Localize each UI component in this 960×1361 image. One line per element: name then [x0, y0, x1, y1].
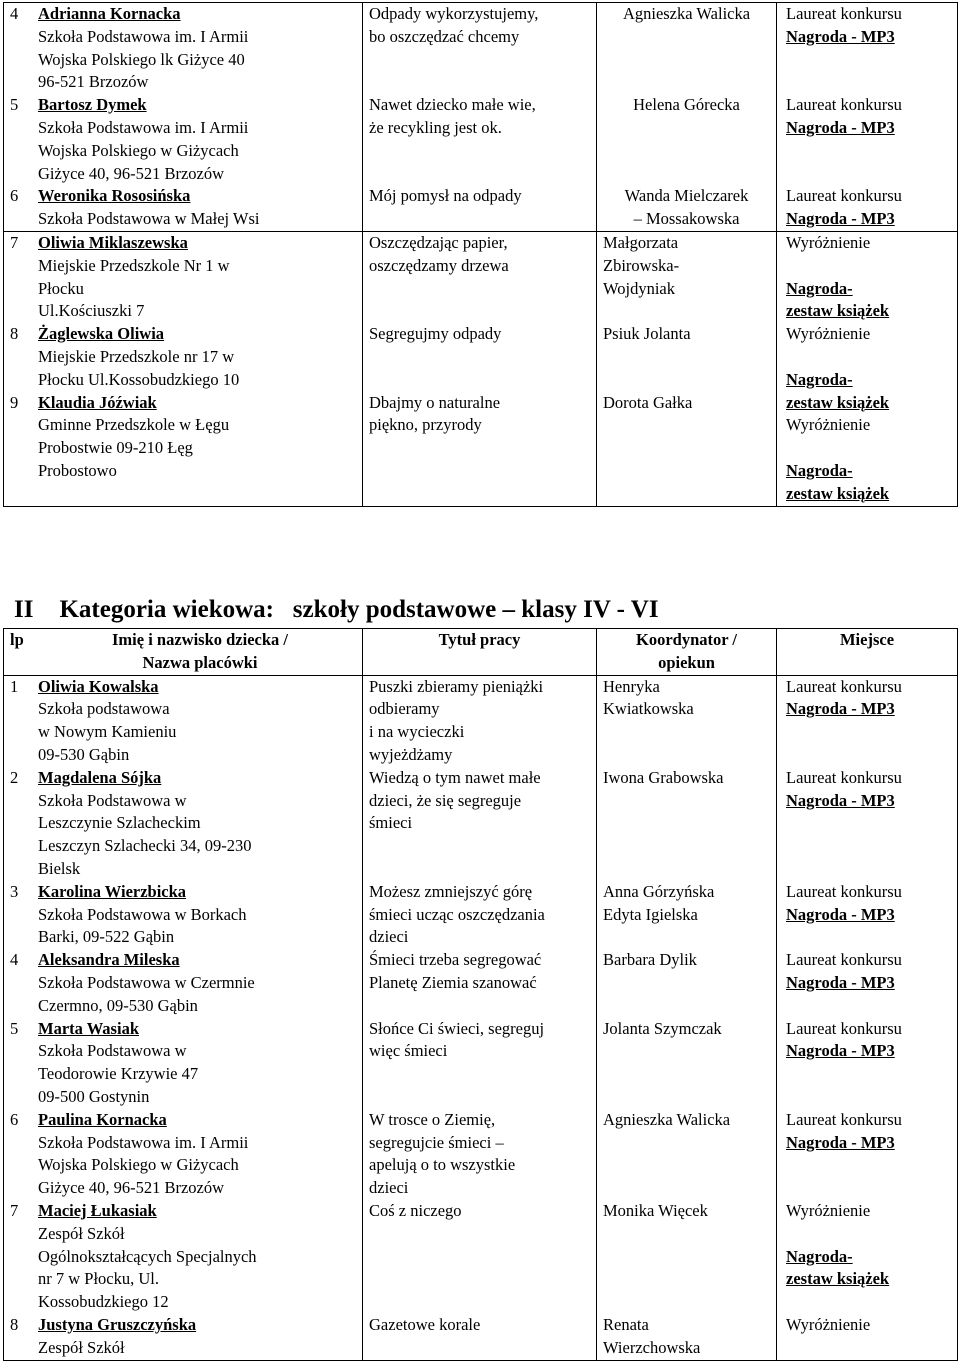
participant-entry — [4, 232, 362, 323]
results-table-top — [3, 2, 958, 507]
title-line: Dbajmy o naturalne — [369, 392, 501, 412]
title-line: Wiedzą o tym nawet małe — [369, 767, 541, 787]
title-block — [369, 94, 596, 185]
title-line: W trosce o Ziemię, — [369, 1109, 496, 1129]
school-line: Leszczyn Szlachecki 34, 09-230 — [38, 836, 252, 856]
coordinator-line: Wojdyniak — [603, 278, 675, 298]
coordinator-block — [597, 3, 776, 94]
participant-name-link[interactable]: Justyna Gruszczyńska — [38, 1314, 197, 1334]
coordinator-block — [597, 392, 776, 483]
participant-name-link[interactable]: Żaglewska Oliwia — [38, 324, 165, 344]
school-line: Płocku — [38, 278, 84, 298]
title-line: i na wycieczki — [369, 722, 465, 742]
entry-lines — [38, 392, 362, 483]
coordinator-line: Edyta Igielska — [603, 904, 698, 924]
prize-link[interactable]: zestaw książek — [786, 301, 890, 321]
place-block — [777, 185, 957, 231]
participant-name-link[interactable]: Bartosz Dymek — [38, 95, 147, 115]
spacer — [777, 437, 957, 460]
title-line: Możesz zmniejszyć górę — [369, 881, 533, 901]
title-line: Oszczędzając papier, — [369, 232, 508, 252]
school-line: Gminne Przedszkole w Łęgu — [38, 415, 230, 435]
coordinator-line: – Mossakowska — [633, 209, 740, 229]
title-line: Planetę Ziemia szanować — [369, 972, 537, 992]
participant-name-link[interactable]: Weronika Rososińska — [38, 186, 191, 206]
participant-name-link[interactable]: Karolina Wierzbicka — [38, 881, 187, 901]
school-line: Probostwie 09-210 Łęg — [38, 438, 193, 458]
participant-name-link[interactable]: Maciej Łukasiak — [38, 1200, 157, 1220]
title-line: Coś z niczego — [369, 1200, 462, 1220]
title-line: dzieci — [369, 927, 409, 947]
title-line: wyjeżdżamy — [369, 744, 453, 764]
coordinator-block — [603, 949, 776, 1017]
header-coordinator: Koordynator / — [636, 630, 737, 649]
prize-link[interactable]: Nagroda - MP3 — [786, 209, 895, 229]
entry-lines — [38, 3, 362, 94]
category-heading — [14, 596, 659, 624]
entry-number: 6 — [10, 186, 19, 206]
prize-link[interactable]: zestaw książek — [786, 483, 890, 503]
coordinator-line: Iwona Grabowska — [603, 767, 724, 787]
coordinator-cell — [597, 675, 777, 1360]
coordinator-line: Wanda Mielczarek — [624, 186, 749, 206]
coordinator-cell — [597, 231, 777, 506]
school-line: Szkoła Podstawowa w Czermnie — [38, 972, 255, 992]
school-line: Wojska Polskiego w Giżycach — [38, 140, 239, 160]
results-table-bottom — [3, 628, 958, 1361]
coordinator-block — [597, 185, 776, 231]
title-block — [369, 881, 596, 949]
entry-lines — [38, 1109, 362, 1200]
coordinator-line: Jolanta Szymczak — [603, 1018, 722, 1038]
title-block — [369, 3, 596, 94]
school-line: Szkoła Podstawowa im. I Armii — [38, 1132, 249, 1152]
school-line: Ogólnokształcących Specjalnych — [38, 1246, 257, 1266]
place-label: Laureat konkursu — [786, 950, 902, 970]
place-cell — [777, 231, 958, 506]
school-line: 09-530 Gąbin — [38, 744, 130, 764]
coordinator-line: Psiuk Jolanta — [603, 324, 691, 344]
prize-link[interactable]: Nagroda - MP3 — [786, 117, 895, 137]
table-row — [4, 675, 958, 1360]
place-block — [777, 323, 957, 414]
school-line: Szkoła podstawowa — [38, 699, 170, 719]
header-name-cell — [4, 629, 363, 676]
coordinator-block — [597, 94, 776, 185]
entry-lines — [38, 232, 362, 323]
title-block — [369, 1200, 596, 1314]
place-block — [777, 1200, 957, 1314]
place-block — [777, 767, 957, 881]
place-block — [777, 3, 957, 94]
header-name-2: Nazwa placówki — [142, 652, 258, 672]
school-line: Szkoła Podstawowa im. I Armii — [38, 26, 249, 46]
place-block — [777, 1109, 957, 1200]
place-cell — [777, 3, 958, 232]
participant-cell — [4, 3, 363, 232]
title-line: Mój pomysł na odpady — [369, 186, 522, 206]
prize-link[interactable]: Nagroda - MP3 — [786, 972, 895, 992]
entry-number: 4 — [10, 950, 19, 970]
participant-name-link[interactable]: Magdalena Sójka — [38, 767, 162, 787]
title-line: apelują o to wszystkie — [369, 1155, 516, 1175]
entry-lines — [38, 676, 362, 767]
coordinator-block — [603, 1109, 776, 1200]
school-line: 96-521 Brzozów — [38, 72, 149, 92]
school-line: Bielsk — [38, 858, 81, 878]
coordinator-cell — [597, 3, 777, 232]
title-line: dzieci, że się segreguje — [369, 790, 522, 810]
prize-link[interactable]: zestaw książek — [786, 392, 890, 412]
entry-number: 8 — [10, 1314, 19, 1334]
entry-number: 9 — [10, 392, 19, 412]
entry-lines — [38, 185, 362, 231]
header-title: Tytuł pracy — [363, 629, 597, 676]
prize-link[interactable]: Nagroda- — [786, 369, 853, 389]
spacer — [777, 346, 957, 369]
title-block — [369, 185, 596, 231]
title-line: Słońce Ci świeci, segreguj — [369, 1018, 545, 1038]
school-line: nr 7 w Płocku, Ul. — [38, 1269, 159, 1289]
title-line: że recykling jest ok. — [369, 117, 502, 137]
place-label: Laureat konkursu — [786, 881, 902, 901]
place-label: Laureat konkursu — [786, 1109, 902, 1129]
title-block — [369, 1109, 596, 1200]
table-row — [4, 231, 958, 506]
header-coordinator-2: opiekun — [658, 652, 715, 672]
place-label: Laureat konkursu — [786, 186, 902, 206]
participant-name-link[interactable]: Oliwia Kowalska — [38, 676, 159, 696]
entry-lines — [38, 94, 362, 185]
participant-name-link[interactable]: Paulina Kornacka — [38, 1109, 167, 1129]
coordinator-block — [603, 767, 776, 881]
school-line: Barki, 09-522 Gąbin — [38, 927, 175, 947]
prize-link[interactable]: Nagroda - MP3 — [786, 699, 895, 719]
participant-entry — [4, 323, 362, 391]
prize-link[interactable]: Nagroda - MP3 — [786, 904, 895, 924]
title-line: śmieci — [369, 813, 413, 833]
participant-name-link[interactable]: Marta Wasiak — [38, 1018, 139, 1038]
school-line: Szkoła Podstawowa im. I Armii — [38, 117, 249, 137]
participant-entry — [4, 676, 362, 767]
prize-link[interactable]: zestaw książek — [786, 1269, 890, 1289]
place-label: Laureat konkursu — [786, 676, 902, 696]
coordinator-line: Dorota Gałka — [603, 392, 693, 412]
title-line: Nawet dziecko małe wie, — [369, 95, 536, 115]
coordinator-line: Monika Więcek — [603, 1200, 708, 1220]
participant-entry — [4, 1109, 362, 1200]
title-block — [369, 392, 596, 483]
coordinator-line: Wierzchowska — [603, 1337, 701, 1357]
coordinator-line: Henryka — [603, 676, 660, 696]
title-line: więc śmieci — [369, 1041, 448, 1061]
prize-link[interactable]: Nagroda- — [786, 460, 853, 480]
header-place: Miejsce — [777, 629, 958, 676]
place-label: Wyróżnienie — [786, 232, 871, 252]
title-block — [369, 1314, 596, 1360]
school-line: 09-500 Gostynin — [38, 1086, 150, 1106]
school-line: Szkoła Podstawowa w — [38, 1041, 187, 1061]
prize-link[interactable]: Nagroda - MP3 — [786, 26, 895, 46]
school-line: Teodorowie Krzywie 47 — [38, 1064, 199, 1084]
school-line: Probostowo — [38, 460, 117, 480]
participant-name-link[interactable]: Klaudia Jóźwiak — [38, 392, 157, 412]
title-line: Segregujmy odpady — [369, 324, 502, 344]
title-line: dzieci — [369, 1178, 409, 1198]
participant-cell — [4, 231, 363, 506]
title-block — [369, 767, 596, 881]
school-line: Płocku Ul.Kossobudzkiego 10 — [38, 369, 240, 389]
prize-link[interactable]: Nagroda - MP3 — [786, 790, 895, 810]
school-line: Zespół Szkół — [38, 1337, 125, 1357]
entry-number: 6 — [10, 1109, 19, 1129]
category-roman: II — [14, 596, 34, 623]
entry-number: 5 — [10, 95, 19, 115]
coordinator-block — [603, 1200, 776, 1314]
coordinator-line: Agnieszka Walicka — [622, 4, 751, 23]
title-block — [369, 323, 596, 391]
coordinator-block — [603, 1314, 776, 1360]
place-label: Wyróżnienie — [786, 324, 871, 344]
place-cell — [777, 675, 958, 1360]
school-line: Miejskie Przedszkole nr 17 w — [38, 346, 235, 366]
spacer — [777, 255, 957, 278]
entry-lines — [38, 767, 362, 881]
coordinator-line: Barbara Dylik — [603, 950, 697, 970]
place-block — [777, 1018, 957, 1109]
participant-entry — [4, 1314, 362, 1360]
title-line: Odpady wykorzystujemy, — [369, 4, 539, 23]
table-row — [4, 3, 958, 232]
table-header-row — [4, 629, 958, 676]
place-label: Laureat konkursu — [786, 1018, 902, 1038]
title-line: śmieci ucząc oszczędzania — [369, 904, 545, 924]
coordinator-block — [603, 1018, 776, 1109]
entry-lines — [38, 949, 362, 1017]
participant-entry — [4, 767, 362, 881]
participant-entry — [4, 1018, 362, 1109]
entry-lines — [38, 1200, 362, 1314]
header-name: Imię i nazwisko dziecka / — [112, 630, 288, 649]
entry-number: 5 — [10, 1018, 19, 1038]
entry-lines — [38, 323, 362, 391]
entry-number: 1 — [10, 676, 19, 696]
title-block — [369, 949, 596, 1017]
entry-lines — [38, 881, 362, 949]
place-block — [777, 1314, 957, 1360]
place-block — [777, 414, 957, 505]
participant-entry — [4, 392, 362, 483]
participant-name-link[interactable]: Oliwia Miklaszewska — [38, 232, 188, 252]
title-block — [369, 1018, 596, 1109]
participant-entry — [4, 94, 362, 185]
entry-number: 3 — [10, 881, 19, 901]
header-coordinator-cell — [597, 629, 777, 676]
title-line: segregujcie śmieci – — [369, 1132, 504, 1152]
place-label: Laureat konkursu — [786, 4, 902, 23]
school-line: Miejskie Przedszkole Nr 1 w — [38, 255, 230, 275]
participant-entry — [4, 949, 362, 1017]
entry-lines — [38, 1314, 362, 1360]
place-block — [777, 94, 957, 185]
school-line: Wojska Polskiego w Giżycach — [38, 1155, 239, 1175]
school-line: Leszczynie Szlacheckim — [38, 813, 201, 833]
entry-number: 2 — [10, 767, 19, 787]
participant-name-link[interactable]: Aleksandra Mileska — [38, 950, 180, 970]
school-line: Szkoła Podstawowa w — [38, 790, 187, 810]
school-line: Szkoła Podstawowa w Borkach — [38, 904, 247, 924]
place-block — [777, 949, 957, 1017]
coordinator-line: Kwiatkowska — [603, 699, 694, 719]
place-label: Wyróżnienie — [786, 1200, 871, 1220]
place-label: Laureat konkursu — [786, 95, 902, 115]
place-label: Laureat konkursu — [786, 767, 902, 787]
coordinator-line: Agnieszka Walicka — [603, 1109, 731, 1129]
school-line: Giżyce 40, 96-521 Brzozów — [38, 1178, 225, 1198]
entry-number: 7 — [10, 1200, 19, 1220]
coordinator-line: Anna Górzyńska — [603, 881, 715, 901]
prize-link[interactable]: Nagroda - MP3 — [786, 1132, 895, 1152]
header-lp: lp — [10, 630, 24, 649]
title-line: Śmieci trzeba segregować — [369, 950, 542, 970]
coordinator-line: Zbirowska- — [603, 255, 680, 275]
prize-link[interactable]: Nagroda- — [786, 278, 853, 298]
title-line: odbieramy — [369, 699, 440, 719]
coordinator-block — [597, 323, 776, 391]
coordinator-line: Helena Górecka — [633, 95, 740, 115]
place-block — [777, 676, 957, 767]
entry-lines — [38, 1018, 362, 1109]
title-block — [369, 676, 596, 767]
title-cell — [363, 675, 597, 1360]
participant-cell — [4, 675, 363, 1360]
school-line: w Nowym Kamieniu — [38, 722, 177, 742]
coordinator-line: Renata — [603, 1314, 649, 1334]
participant-entry — [4, 881, 362, 949]
school-line: Wojska Polskiego lk Giżyce 40 — [38, 49, 245, 69]
prize-link[interactable]: Nagroda - MP3 — [786, 1041, 895, 1061]
participant-entry — [4, 3, 362, 94]
school-line: Ul.Kościuszki 7 — [38, 301, 145, 321]
title-cell — [363, 3, 597, 232]
school-line: Kossobudzkiego 12 — [38, 1292, 169, 1312]
place-label: Wyróżnienie — [786, 415, 871, 435]
title-line: piękno, przyrody — [369, 415, 482, 435]
title-line: Puszki zbieramy pieniążki — [369, 676, 544, 696]
coordinator-block — [603, 881, 776, 949]
participant-entry — [4, 185, 362, 231]
school-line: Giżyce 40, 96-521 Brzozów — [38, 163, 225, 183]
participant-entry — [4, 1200, 362, 1314]
spacer — [777, 1223, 957, 1246]
title-line: oszczędzamy drzewa — [369, 255, 509, 275]
place-block — [777, 232, 957, 323]
category-detail: szkoły podstawowe – klasy IV - VI — [292, 596, 659, 623]
school-line: Czermno, 09-530 Gąbin — [38, 995, 198, 1015]
title-block — [369, 232, 596, 323]
prize-link[interactable]: Nagroda- — [786, 1246, 853, 1266]
coordinator-block — [597, 232, 776, 323]
entry-number: 7 — [10, 232, 19, 252]
participant-name-link[interactable]: Adrianna Kornacka — [38, 4, 181, 23]
school-line: Zespół Szkół — [38, 1223, 125, 1243]
title-cell — [363, 231, 597, 506]
entry-number: 4 — [10, 4, 19, 23]
title-line: bo oszczędzać chcemy — [369, 26, 520, 46]
category-label: Kategoria wiekowa: — [59, 596, 275, 623]
school-line: Szkoła Podstawowa w Małej Wsi — [38, 209, 260, 229]
place-block — [777, 881, 957, 949]
title-line: Gazetowe korale — [369, 1314, 481, 1334]
entry-number: 8 — [10, 324, 19, 344]
coordinator-line: Małgorzata — [603, 232, 679, 252]
place-label: Wyróżnienie — [786, 1314, 871, 1334]
coordinator-block — [603, 676, 776, 767]
